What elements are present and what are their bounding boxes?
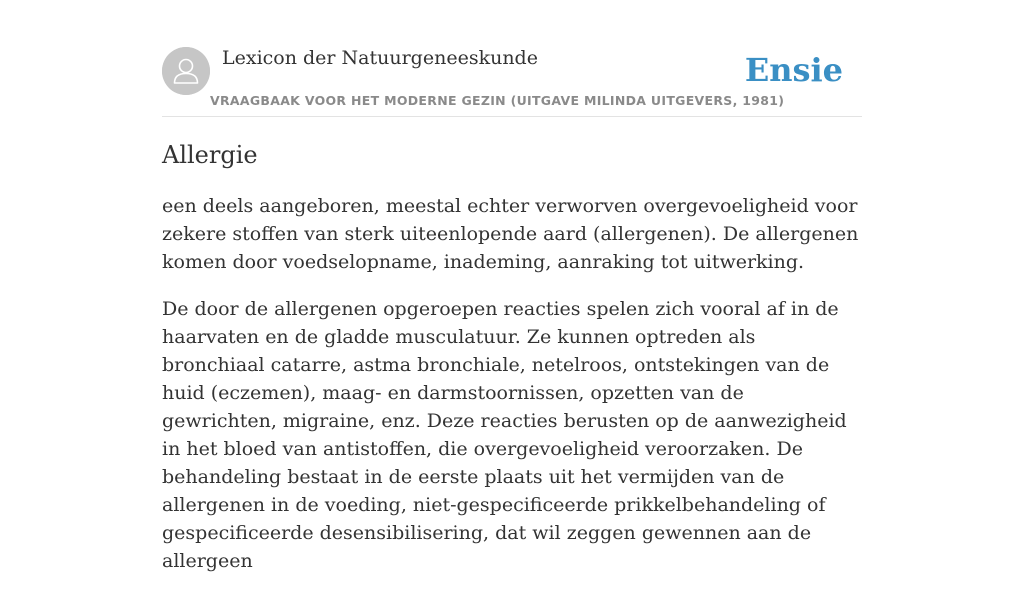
entry-title: Allergie (162, 141, 258, 169)
source-header (162, 46, 862, 117)
brand-logo-link[interactable]: Ensie (744, 51, 843, 89)
user-icon (162, 47, 210, 95)
entry-content (162, 192, 862, 594)
entry-paragraph-1: een deels aangeboren, meestal echter verworven overgevoeligheid voor zekere stoffen van sterk uiteenlopende aard (allergenen). De allergenen komen door voedselopname, inademing, aanraking tot uitwerking. (162, 195, 859, 273)
source-title-link[interactable]: Lexicon der Natuurgeneeskunde (222, 47, 538, 69)
source-subtitle: VRAAGBAAK VOOR HET MODERNE GEZIN (UITGAVE MILINDA UITGEVERS, 1981) (210, 93, 785, 108)
entry-paragraph-2: De door de allergenen opgeroepen reacties spelen zich vooral af in de haarvaten en de gladde musculatuur. Ze kunnen optreden als bronchiaal catarre, astma bronchiale, netelroos, ontstekingen van de huid (eczemen), maag- en darmstoornissen, opzetten van de gewrichten, migraine, enz. Deze reacties berusten op de aanwezigheid in het bloed van antistoffen, die overgevoeligheid veroorzaken. De behandeling bestaat in de eerste plaats uit het vermijden van de allergenen in de voeding, niet-gespecificeerde prikkelbehandeling of gespecificeerde desensibilisering, dat wil zeggen gewennen aan de allergeen (162, 298, 847, 572)
avatar[interactable] (162, 47, 210, 95)
